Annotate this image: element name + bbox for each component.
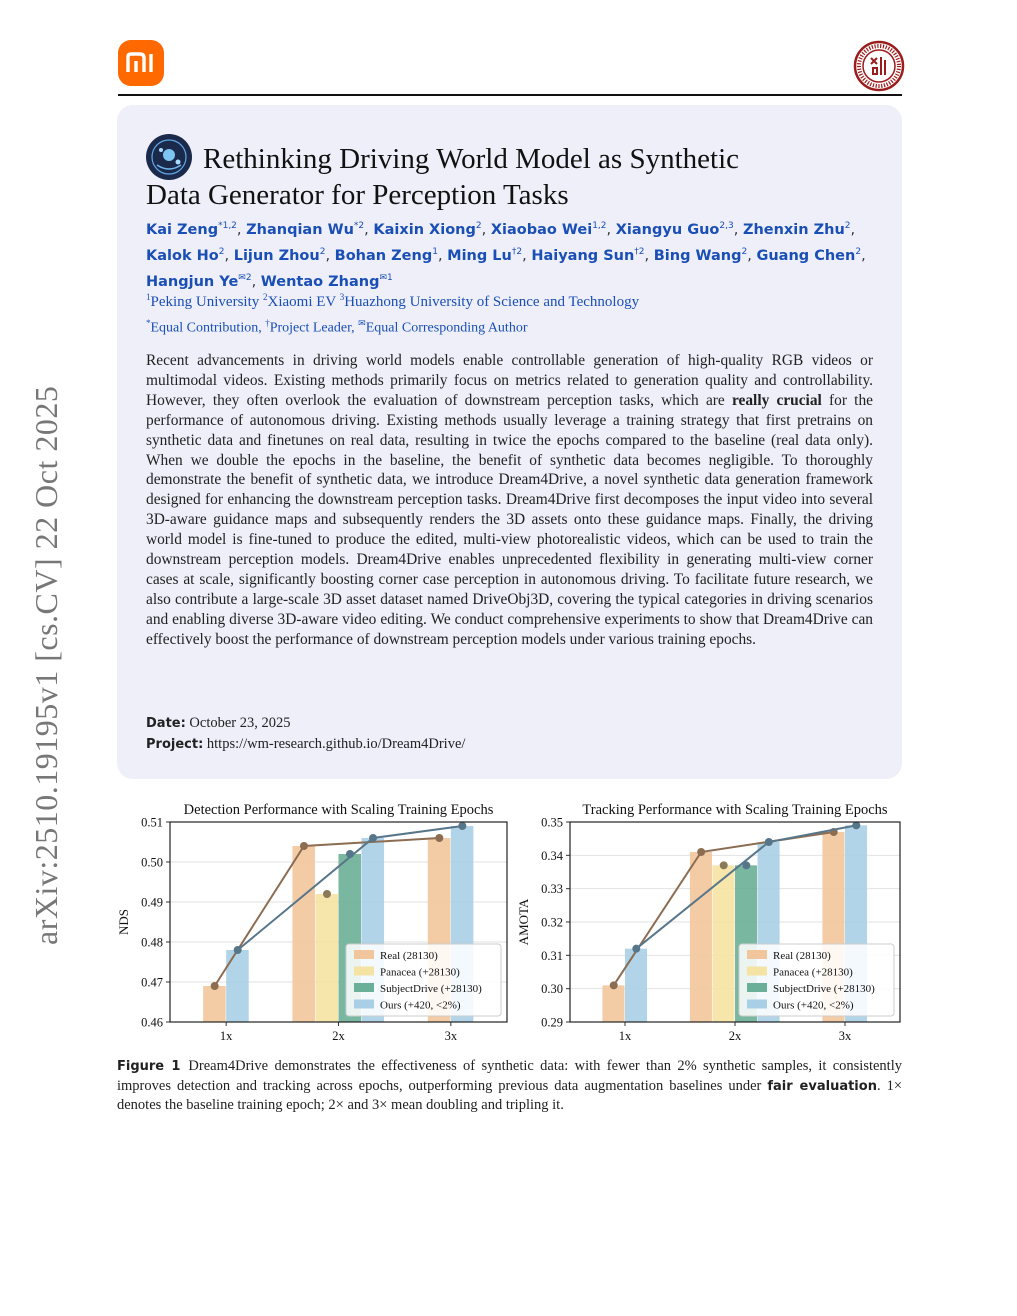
legend-swatch — [354, 950, 374, 959]
author-separator: , — [224, 247, 234, 264]
legend-entry: Real (28130) — [773, 950, 831, 962]
bar-0-0 — [602, 985, 624, 1022]
author-name: Lijun Zhou — [233, 247, 320, 264]
author-separator: , — [251, 273, 261, 290]
author-name: Kaixin Xiong — [373, 221, 476, 238]
author-name: Xiaobao Wei — [490, 221, 593, 238]
affiliation-3: Huazhong University of Science and Technology — [344, 294, 640, 310]
paper-title — [146, 141, 876, 213]
arxiv-identifier: arXiv:2510.19195v1 [cs.CV] 22 Oct 2025 — [28, 385, 64, 945]
x-tick-label: 1x — [618, 1029, 632, 1043]
affiliation-1: Peking University — [150, 294, 260, 310]
caption-emphasis: fair evaluation — [767, 1078, 877, 1094]
author-affiliation-sup: †2 — [634, 246, 645, 257]
author-name: Xiangyu Guo — [615, 221, 720, 238]
panacea-point — [323, 890, 331, 898]
author-name: Kai Zeng — [146, 221, 219, 238]
author-separator: , — [606, 221, 616, 238]
contribution-notes — [146, 313, 886, 339]
series-point-3 — [632, 945, 640, 953]
legend-entry: Ours (+420, <2%) — [773, 999, 854, 1012]
author-affiliation-sup: 2 — [319, 246, 326, 257]
author-affiliation-sup: *2 — [353, 221, 365, 231]
abstract — [146, 351, 873, 650]
legend-swatch — [747, 1000, 767, 1009]
subjectdrive-point — [742, 861, 750, 869]
tracking-chart-svg — [512, 798, 907, 1048]
title-line-2: Data Generator for Perception Tasks — [146, 179, 569, 211]
y-axis-label: AMOTA — [516, 898, 531, 946]
author-separator: , — [644, 247, 654, 264]
series-point-3 — [765, 838, 773, 846]
tracking-chart — [512, 798, 907, 1052]
author-affiliation-sup: 2 — [218, 246, 225, 257]
panacea-point — [720, 861, 728, 869]
y-tick-label: 0.29 — [541, 1015, 563, 1030]
author-separator: , — [325, 247, 335, 264]
bar-1-1 — [712, 865, 734, 1022]
note-sup: ✉ — [358, 318, 366, 328]
note-sup: † — [265, 318, 270, 328]
author-affiliation-sup: 2 — [741, 246, 748, 257]
legend-entry: Ours (+420, <2%) — [380, 999, 461, 1012]
author-affiliation-sup: ✉2 — [238, 272, 252, 283]
legend-entry: Panacea (+28130) — [380, 966, 460, 979]
series-point-3 — [369, 834, 377, 842]
y-tick-label: 0.48 — [141, 935, 163, 950]
legend-swatch — [354, 967, 374, 976]
author-separator: , — [481, 221, 491, 238]
y-tick-label: 0.30 — [541, 982, 563, 997]
affiliations — [146, 287, 886, 339]
legend-swatch — [354, 983, 374, 992]
author-name: Zhenxin Zhu — [742, 221, 845, 238]
detection-chart — [112, 798, 512, 1052]
bar-3-0 — [625, 949, 647, 1022]
author-list — [146, 215, 886, 292]
date-value: October 23, 2025 — [189, 715, 291, 731]
y-tick-label: 0.33 — [541, 882, 563, 897]
caption-text: Dream4Drive demonstrates the effectiveness of synthetic data: with fewer than 2% synthetic samples, it consistently improves detection and tracking across epochs, outperforming previous data augmentation baselines under — [117, 1058, 902, 1094]
y-tick-label: 0.35 — [541, 815, 563, 830]
date-label: Date: — [146, 716, 186, 731]
author-separator: , — [522, 247, 532, 264]
paper-meta — [146, 713, 465, 755]
project-label: Project: — [146, 737, 204, 752]
series-point-0 — [435, 834, 443, 842]
title-line-1: Rethinking Driving World Model as Synthetic — [203, 143, 740, 175]
author-affiliation-sup: 1 — [432, 246, 438, 257]
series-point-0 — [697, 848, 705, 856]
xiaomi-mi-icon — [126, 52, 156, 74]
author-separator: , — [850, 221, 856, 238]
author-name: Bing Wang — [653, 247, 742, 264]
author-affiliation-sup: *1,2 — [218, 221, 237, 231]
note-equal-contribution: Equal Contribution, — [150, 320, 262, 336]
author-name: Wentao Zhang — [260, 273, 380, 290]
series-point-3 — [458, 822, 466, 830]
bar-1-1 — [315, 894, 338, 1022]
author-affiliation-sup: 2 — [475, 221, 482, 231]
abstract-text: for the performance of autonomous driving. Existing methods usually leverage a training strategy that first pretrains on synthetic data and finetunes on real data, resulting in twice the epochs compared to the baseline (real data only). When we double the epochs in the baseline, the benefit of synthetic data becomes negligible. To thoroughly demonstrate the benefit of synthetic data, we introduce Dream4Drive, a novel synthetic data generation framework designed for enhancing the downstream perception tasks. Dream4Drive first decomposes the input video into several 3D-aware guidance maps and subsequently renders the 3D assets onto these guidance maps. Finally, the driving world model is fine-tuned to produce the edited, multi-view photorealistic videos, which can be used to train the downstream perception models. Dream4Drive enables unprecedented flexibility in generating multi-view corner cases at scale, significantly boosting corner case perception in autonomous driving. To facilitate future research, we also contribute a large-scale 3D asset dataset named DriveObj3D, covering the typical categories in driving scenarios and enabling diverse 3D-aware video editing. We conduct comprehensive experiments to show that Dream4Drive can effectively boost the performance of downstream perception models under various training epochs. — [146, 391, 873, 648]
date-line — [146, 713, 465, 734]
series-point-0 — [610, 981, 618, 989]
legend-swatch — [747, 950, 767, 959]
y-tick-label: 0.31 — [541, 948, 563, 963]
bar-0-1 — [690, 852, 712, 1022]
author-separator: , — [733, 221, 743, 238]
bar-0-0 — [203, 986, 226, 1022]
affiliation-2: Xiaomi EV — [267, 294, 336, 310]
affiliation-sup: 3 — [339, 292, 345, 302]
author-name: Guang Chen — [756, 247, 856, 264]
y-tick-label: 0.47 — [141, 975, 163, 990]
peking-university-seal-icon — [853, 40, 905, 92]
x-tick-label: 3x — [444, 1029, 458, 1043]
legend-swatch — [747, 983, 767, 992]
series-point-0 — [211, 982, 219, 990]
author-separator: , — [747, 247, 757, 264]
legend-entry: SubjectDrive (+28130) — [773, 983, 875, 995]
x-tick-label: 1x — [219, 1029, 233, 1043]
chart-title: Detection Performance with Scaling Training Epochs — [183, 802, 494, 818]
affiliation-line — [146, 287, 886, 313]
author-affiliation-sup: †2 — [511, 246, 523, 257]
affiliation-sup: 2 — [263, 292, 268, 302]
note-project-leader: Project Leader, — [269, 320, 355, 336]
header-rule — [118, 94, 902, 96]
author-separator: , — [236, 221, 247, 238]
detection-chart-svg — [112, 798, 512, 1048]
author-affiliation-sup: 2 — [855, 246, 862, 257]
subjectdrive-point — [346, 850, 354, 858]
series-point-3 — [234, 946, 242, 954]
series-point-0 — [300, 842, 308, 850]
author-affiliation-sup: 2 — [844, 221, 851, 231]
x-tick-label: 2x — [728, 1029, 742, 1043]
author-affiliation-sup: 2,3 — [719, 221, 734, 231]
legend-swatch — [747, 967, 767, 976]
author-name: Kalok Ho — [146, 247, 219, 264]
author-affiliation-sup: 1,2 — [592, 221, 607, 231]
figure-caption — [117, 1057, 902, 1115]
author-name: Haiyang Sun — [531, 247, 635, 264]
y-axis-label: NDS — [116, 908, 131, 936]
note-sup: * — [146, 318, 151, 328]
note-corresponding: Equal Corresponding Author — [365, 320, 528, 336]
author-affiliation-sup: ✉1 — [379, 272, 393, 283]
author-separator: , — [437, 247, 448, 264]
y-tick-label: 0.46 — [141, 1015, 163, 1030]
author-separator: , — [861, 247, 866, 264]
chart-title: Tracking Performance with Scaling Training Epochs — [582, 802, 888, 818]
y-tick-label: 0.34 — [541, 848, 563, 863]
abstract-emphasis: really crucial — [731, 391, 822, 409]
author-name: Bohan Zeng — [334, 247, 433, 264]
caption-text: . 1× denotes the baseline training epoch; 2× and 3× mean doubling and tripling it. — [117, 1077, 903, 1113]
xiaomi-logo — [118, 40, 164, 86]
x-tick-label: 3x — [838, 1029, 852, 1043]
author-name: Zhanqian Wu — [246, 221, 354, 238]
y-tick-label: 0.49 — [141, 895, 163, 910]
bar-0-1 — [292, 846, 315, 1022]
project-link[interactable]: https://wm-research.github.io/Dream4Drive/ — [206, 736, 466, 752]
affiliation-sup: 1 — [146, 292, 151, 302]
legend-entry: Real (28130) — [380, 950, 438, 962]
legend-swatch — [354, 1000, 374, 1009]
author-name: Hangjun Ye — [146, 273, 239, 290]
author-name: Ming Lu — [447, 247, 512, 264]
project-line — [146, 734, 465, 755]
y-tick-label: 0.32 — [541, 915, 563, 930]
legend-entry: Panacea (+28130) — [773, 966, 853, 979]
abstract-text: Recent advancements in driving world models enable controllable generation of high-quality RGB videos or multimodal videos. Existing methods primarily focus on metrics related to generation quality and controllability. However, they often overlook the evaluation of downstream perception tasks, which are — [146, 352, 873, 409]
figure-label: Figure 1 — [117, 1059, 181, 1074]
x-tick-label: 2x — [332, 1029, 345, 1043]
y-tick-label: 0.51 — [141, 815, 163, 830]
y-tick-label: 0.50 — [141, 855, 163, 870]
author-separator: , — [364, 221, 374, 238]
legend-entry: SubjectDrive (+28130) — [380, 983, 482, 995]
